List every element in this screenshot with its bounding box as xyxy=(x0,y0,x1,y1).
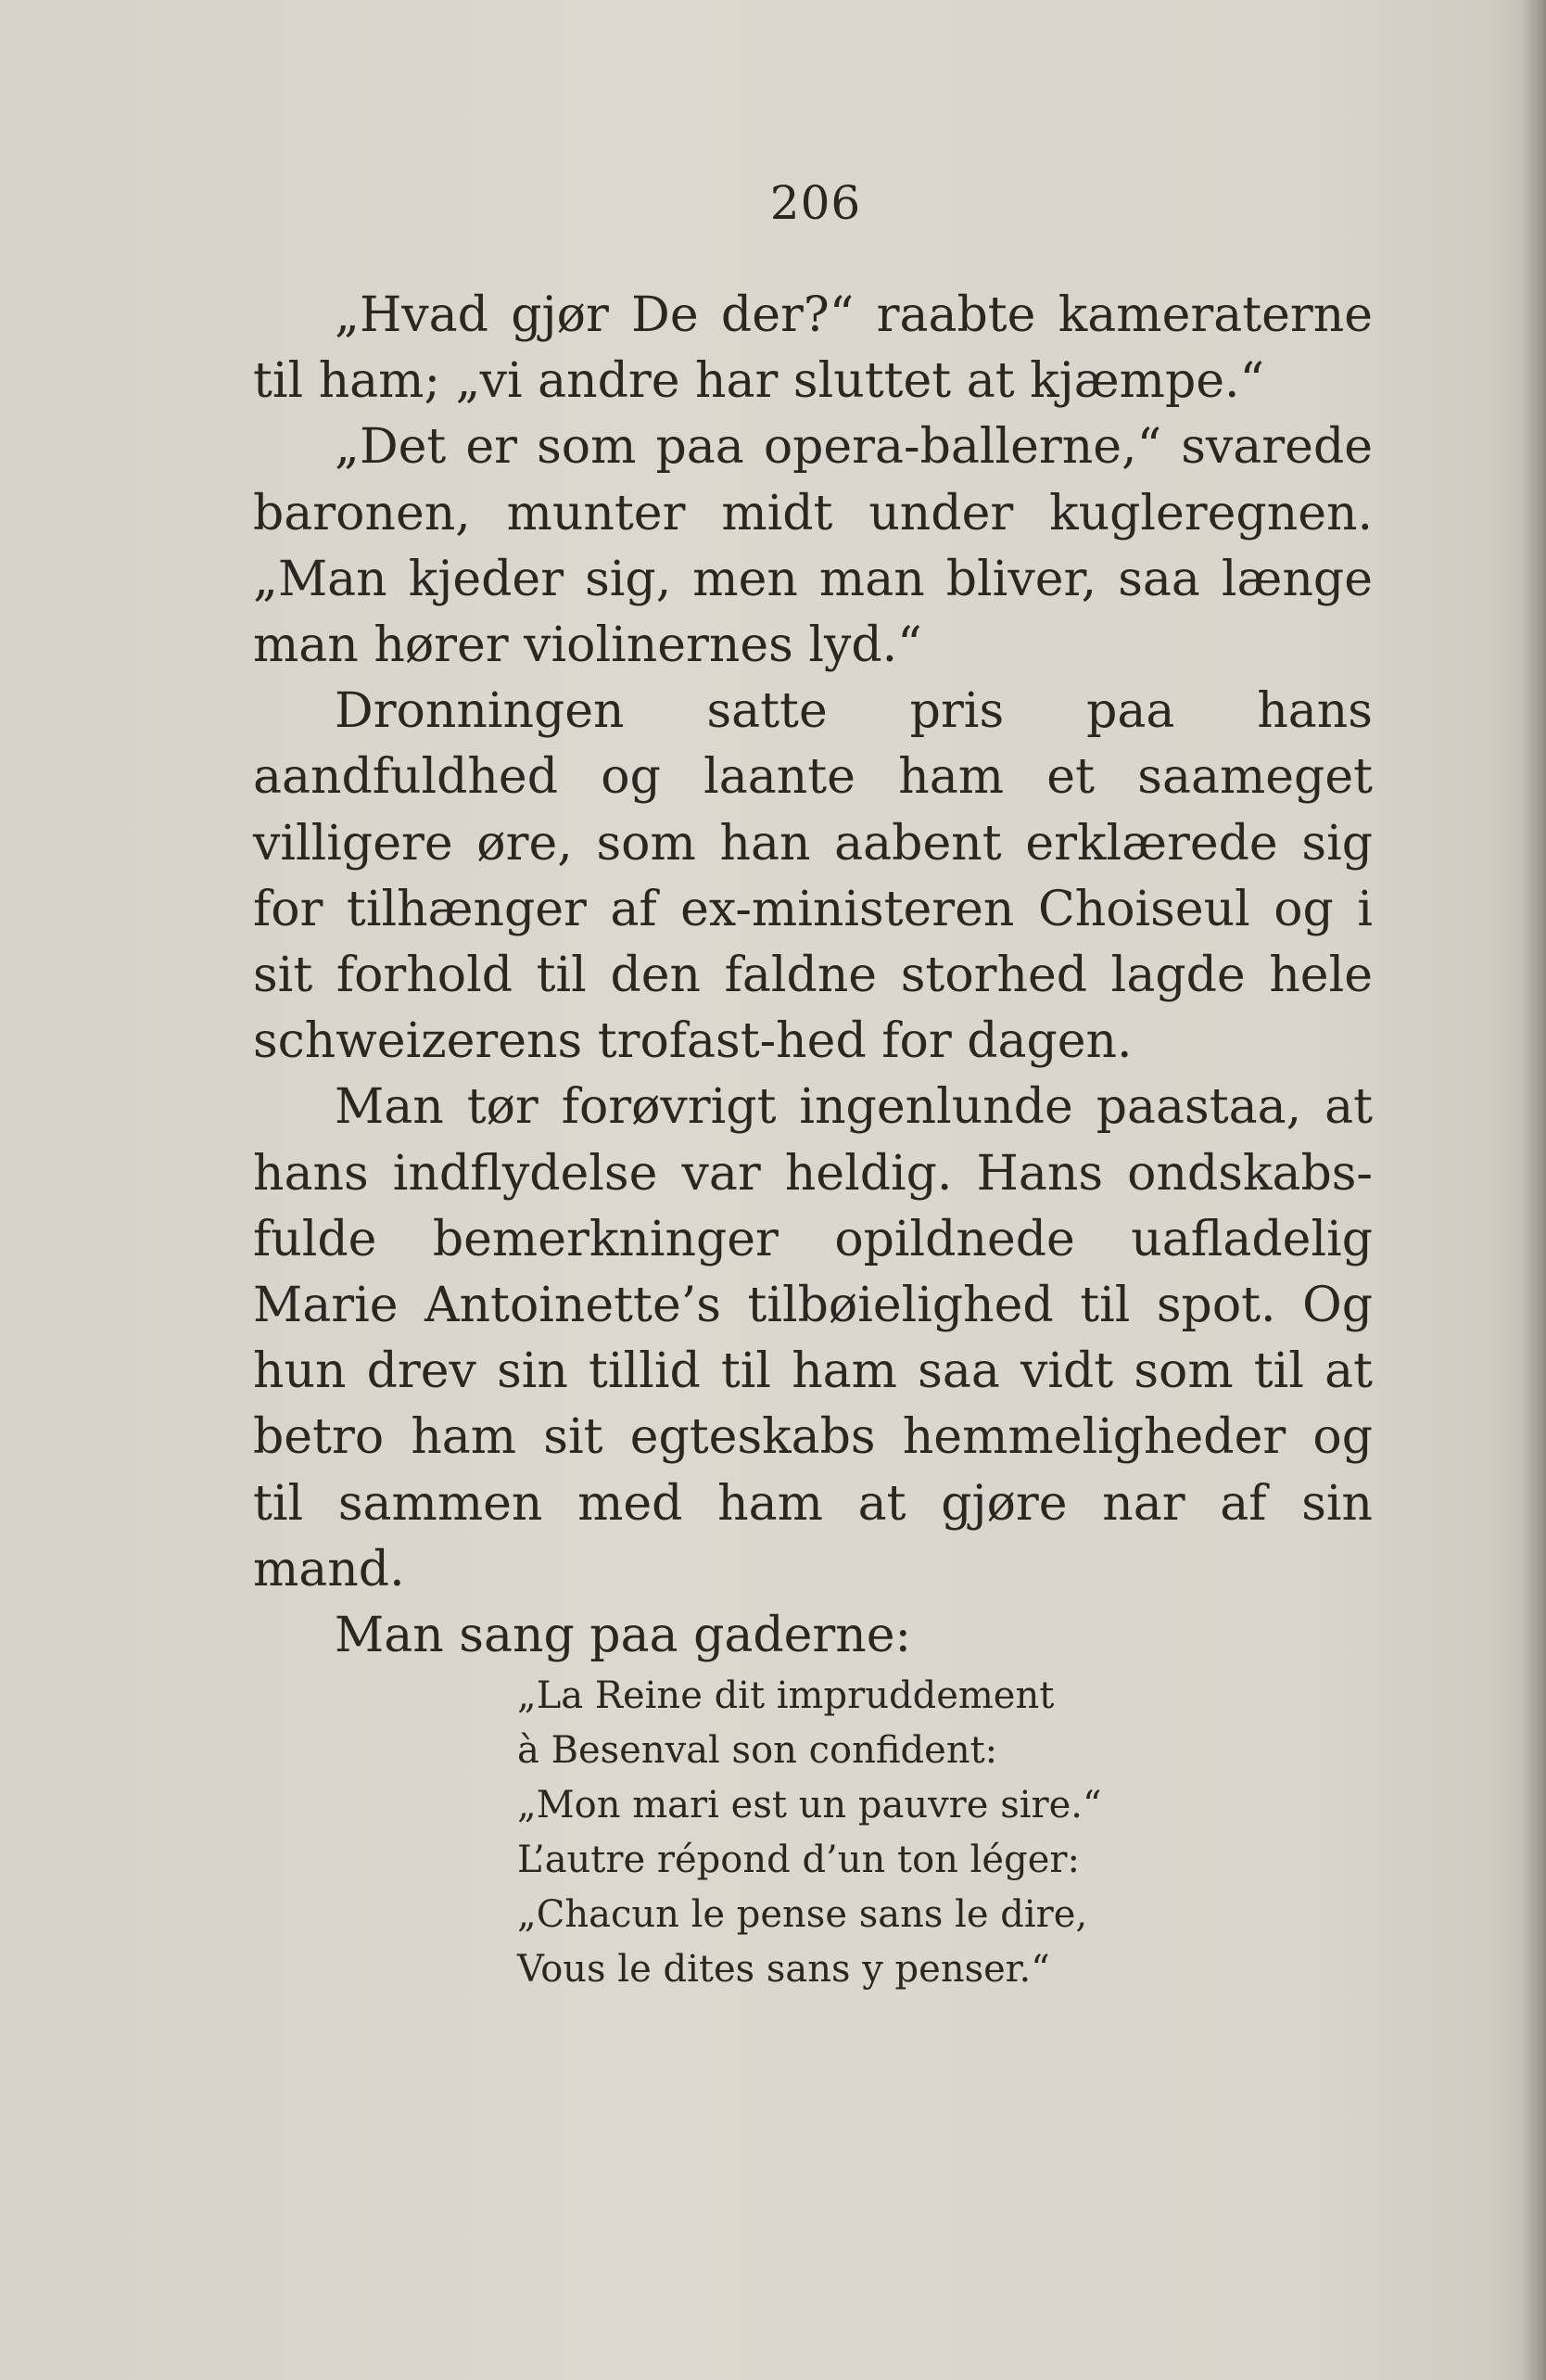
page-edge-shadow xyxy=(1520,0,1546,2380)
paragraph-2: „Det er som paa opera-ballerne,“ svarede baronen, munter midt under kugleregnen. „Man kjeder sig, men man bliver, saa længe man hører violinernes lyd.“ xyxy=(253,419,1373,674)
verse-line: „Chacun le pense sans le dire, xyxy=(517,1893,1088,1936)
paragraph-5: Man sang paa gaderne: xyxy=(335,1608,912,1664)
paragraph-1: „Hvad gjør De der?“ raabte kameraterne til ham; „vi andre har sluttet at kjæmpe.“ xyxy=(253,287,1373,410)
body-text xyxy=(253,283,1373,1669)
page-number: 206 xyxy=(769,176,862,230)
verse-block xyxy=(517,1669,1101,1997)
verse-line: L’autre répond d’un ton léger: xyxy=(517,1839,1080,1881)
verse-line: „Mon mari est un pauvre sire.“ xyxy=(517,1784,1102,1826)
verse-line: Vous le dites sans y penser.“ xyxy=(517,1948,1050,1991)
paragraph-3: Dronningen satte pris paa hans aandfuldhed og laante ham et saameget villigere øre, som han aabent erklærede sig for tilhænger af ex-ministeren Choiseul og i sit forhold til den faldne storhed lagde hele schweizerens trofast-hed for dagen. xyxy=(253,683,1373,1070)
verse-line: à Besenval son confident: xyxy=(517,1729,998,1772)
verse-line: „La Reine dit impruddement xyxy=(517,1674,1055,1717)
paragraph-4: Man tør forøvrigt ingenlunde paastaa, at hans indflydelse var heldig. Hans ondskabs-fulde bemerkninger opildnede uafladelig Marie Antoinette’s tilbøielighed til spot. Og hun drev sin tillid til ham saa vidt som til at betro ham sit egteskabs hemmeligheder og til sammen med ham at gjøre nar af sin mand. xyxy=(253,1079,1373,1597)
